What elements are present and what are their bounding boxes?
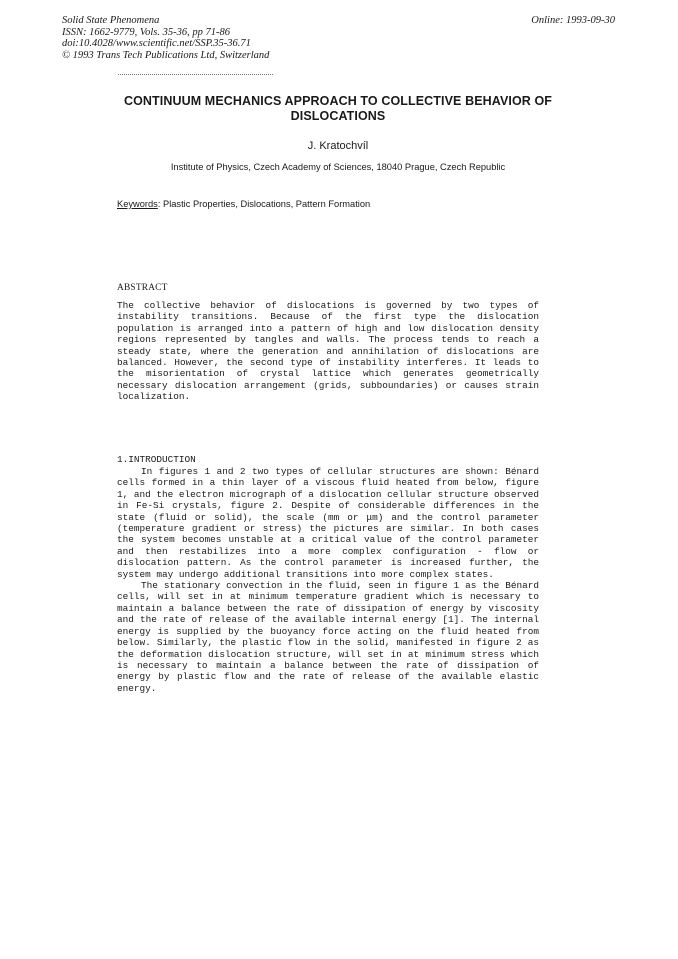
abstract-heading: ABSTRACT (117, 283, 168, 293)
abstract-body: The collective behavior of dislocations is governed by two types of instability transitions. Because of the first type the dislocation population is arranged into a pattern of high and low dislocation density regions represented by tangles and walls. The process tends to reach a steady state, where the generation and annihilation of dislocations are balanced. However, the second type of instability interferes. It leads to the misorientation of crystal lattice which generates geometrically necessary dislocation arrangement (grids, subboundaries) or causes strain localization. (117, 300, 539, 403)
introduction-paragraph-1: In figures 1 and 2 two types of cellular structures are shown: Bénard cells formed in a thin layer of a viscous fluid heated from below, figure 1, and the electron micrograph of a dislocation cellular structure observed in Fe-Si crystals, figure 2. Despite of considerable differences in the state (fluid or solid), the scale (mm or μm) and the control parameter (temperature gradient or stress) the pictures are similar. In both cases the system becomes unstable at a critical value of the control parameter and then restabilizes into a more complex configuration - flow or dislocation pattern. As the control parameter is increased further, the system may undergo additional transitions into more complex states. (117, 466, 539, 580)
journal-name: Solid State Phenomena (62, 15, 160, 26)
doi-line[interactable]: doi:10.4028/www.scientific.net/SSP.35-36.71 (62, 38, 251, 49)
copyright-line: © 1993 Trans Tech Publications Ltd, Switzerland (62, 49, 270, 61)
introduction-body (117, 466, 539, 694)
keywords-label: Keywords (117, 199, 158, 209)
introduction-heading: 1.INTRODUCTION (117, 454, 196, 465)
scan-artifact (118, 74, 273, 78)
keywords-line (117, 199, 370, 209)
issn-line: ISSN: 1662-9779, Vols. 35-36, pp 71-86 (62, 26, 230, 38)
author-affiliation: Institute of Physics, Czech Academy of Sciences, 18040 Prague, Czech Republic (170, 162, 506, 172)
paper-title: CONTINUUM MECHANICS APPROACH TO COLLECTIVE BEHAVIOR OF DISLOCATIONS (123, 94, 553, 123)
online-date: Online: 1993-09-30 (531, 15, 615, 26)
author-name: J. Kratochvíl (307, 140, 369, 152)
introduction-paragraph-2: The stationary convection in the fluid, seen in figure 1 as the Bénard cells, will set in at minimum temperature gradient which is necessary to maintain a balance between the rate of dissipation of energy by viscosity and the rate of release of the available internal energy [1]. The internal energy is supplied by the buoyancy force acting on the fluid heated from below. Similarly, the plastic flow in the solid, manifested in figure 2 as the deformation dislocation structure, will set in at minimum stress which is necessary to maintain a balance between the rate of dissipation of energy by plastic flow and the rate of release of the available elastic energy. (117, 580, 539, 694)
keywords-text: : Plastic Properties, Dislocations, Pattern Formation (157, 199, 371, 209)
publication-info (62, 15, 269, 61)
